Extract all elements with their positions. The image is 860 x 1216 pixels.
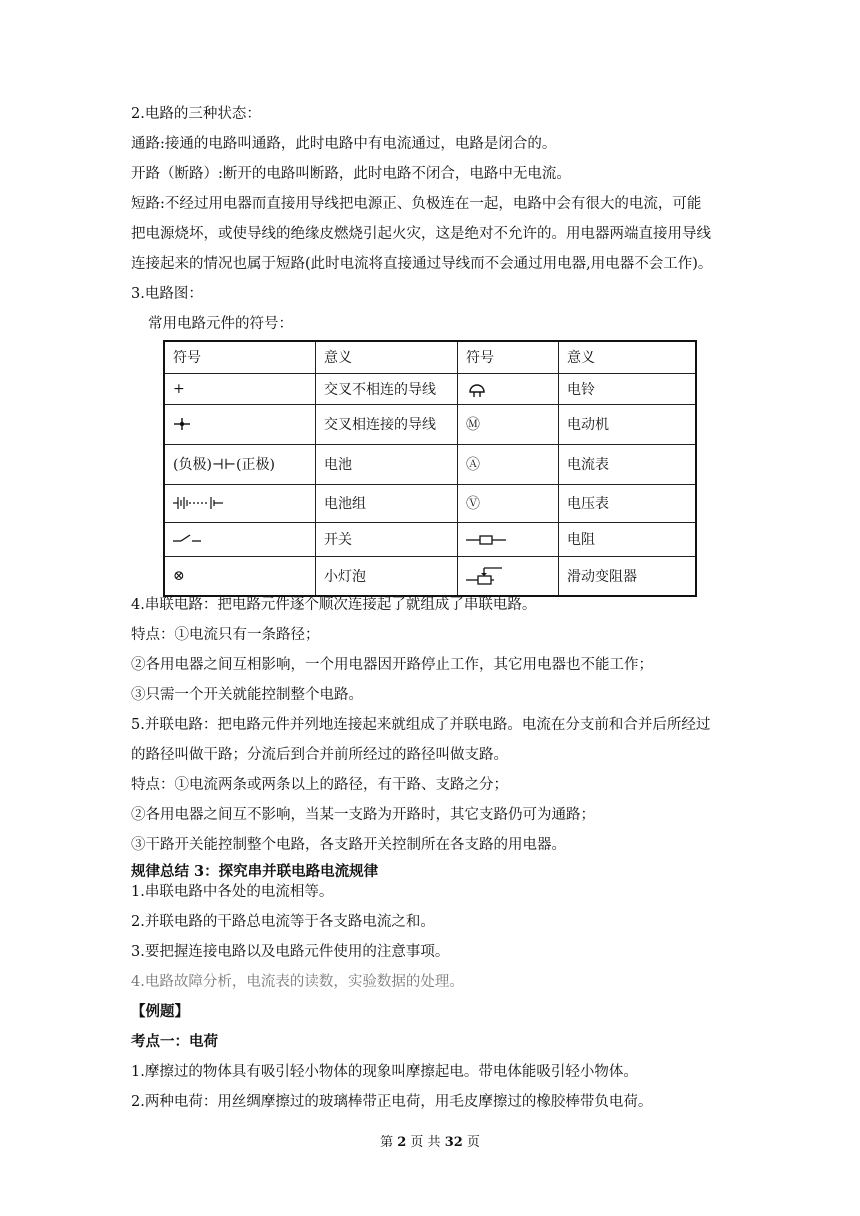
- meaning-bulb: 小灯泡: [316, 556, 458, 596]
- meaning-switch: 开关: [316, 522, 458, 556]
- heading-examples: 【例题】: [131, 1003, 189, 1020]
- footer-middle: 页 共: [410, 1135, 441, 1150]
- text-short-circuit-cont2: 连接起来的情况也属于短路(此时电流将直接通过导线而不会通过用电器,用电器不会工作)。: [131, 256, 713, 272]
- text-symbols-intro: 常用电路元件的符号：: [148, 316, 293, 332]
- table-row: [164, 522, 696, 556]
- table-row: [164, 484, 696, 522]
- symbol-rheostat: [458, 556, 559, 596]
- symbol-battery: (负极)⊣⊢(正极): [164, 444, 316, 484]
- text-summary-2: 2.并联电路的干路总电流等于各支路电流之和。: [131, 914, 435, 930]
- table-row: [164, 556, 696, 596]
- symbol-bulb: ⊗: [164, 556, 316, 596]
- footer-prefix: 第: [380, 1135, 394, 1150]
- meaning-wires-crossing: 交叉不相连的导线: [316, 373, 458, 404]
- symbol-bell: [458, 373, 559, 404]
- symbol-wires-joined: [164, 404, 316, 444]
- text-series-feature-1: 特点：①电流只有一条路径；: [131, 627, 320, 643]
- header-meaning-1: 意义: [316, 341, 458, 373]
- heading-topic-charge: 考点一：电荷: [131, 1033, 218, 1050]
- joined-wires-icon: [173, 415, 191, 433]
- page-footer: [0, 1131, 860, 1150]
- bell-icon: [466, 380, 488, 398]
- text-short-circuit-cont: 把电源烧坏，或使导线的绝缘皮燃烧引起火灾，这是绝对不允许的。用电器两端直接用导线: [131, 226, 711, 242]
- symbol-ammeter: Ⓐ: [458, 444, 559, 484]
- text-summary-1: 1.串联电路中各处的电流相等。: [131, 884, 334, 900]
- heading-summary-3: 规律总结 3：探究串并联电路电流规律: [131, 863, 379, 880]
- meaning-bell: 电铃: [559, 373, 697, 404]
- symbol-voltmeter: Ⓥ: [458, 484, 559, 522]
- meaning-battery: 电池: [316, 444, 458, 484]
- meaning-motor: 电动机: [559, 404, 697, 444]
- text-summary-3: 3.要把握连接电路以及电路元件使用的注意事项。: [131, 944, 450, 960]
- meaning-battery-pack: 电池组: [316, 484, 458, 522]
- symbol-wires-crossing: +: [164, 373, 316, 404]
- header-meaning-2: 意义: [559, 341, 697, 373]
- table-row: [164, 373, 696, 404]
- header-symbol-2: 符号: [458, 341, 559, 373]
- text-summary-4: 4.电路故障分析，电流表的读数，实验数据的处理。: [131, 974, 464, 990]
- rheostat-icon: [466, 565, 506, 587]
- meaning-rheostat: 滑动变阻器: [559, 556, 697, 596]
- footer-total-pages: 32: [444, 1135, 463, 1150]
- table-row: [164, 404, 696, 444]
- table-header-row: [164, 341, 696, 373]
- header-symbol-1: 符号: [164, 341, 316, 373]
- meaning-resistor: 电阻: [559, 522, 697, 556]
- symbol-switch: [164, 522, 316, 556]
- heading-circuit-diagram: 3.电路图：: [131, 286, 203, 302]
- text-two-charges: 2.两种电荷：用丝绸摩擦过的玻璃棒带正电荷，用毛皮摩擦过的橡胶棒带负电荷。: [131, 1094, 653, 1110]
- meaning-ammeter: 电流表: [559, 444, 697, 484]
- heading-parallel-circuit: 5.并联电路：把电路元件并列地连接起来就组成了并联电路。电流在分支前和合并后所经过: [131, 717, 711, 733]
- symbols-table: [163, 340, 697, 597]
- meaning-voltmeter: 电压表: [559, 484, 697, 522]
- table-row: [164, 444, 696, 484]
- heading-three-states: 2.电路的三种状态：: [131, 106, 261, 122]
- text-closed-circuit: 通路:接通的电路叫通路，此时电路中有电流通过，电路是闭合的。: [131, 136, 557, 152]
- text-series-feature-3: ③只需一个开关就能控制整个电路。: [131, 687, 363, 703]
- text-open-circuit: 开路（断路）:断开的电路叫断路，此时电路不闭合，电路中无电流。: [131, 166, 571, 182]
- text-series-feature-2: ②各用电器之间互相影响，一个用电器因开路停止工作，其它用电器也不能工作；: [131, 657, 653, 673]
- switch-icon: [173, 532, 201, 546]
- symbol-motor: Ⓜ: [458, 404, 559, 444]
- text-parallel-feature-2: ②各用电器之间互不影响，当某一支路为开路时，其它支路仍可为通路；: [131, 807, 595, 823]
- symbol-battery-pack: [164, 484, 316, 522]
- text-parallel-feature-3: ③干路开关能控制整个电路，各支路开关控制所在各支路的用电器。: [131, 837, 566, 853]
- meaning-wires-joined: 交叉相连接的导线: [316, 404, 458, 444]
- footer-page-number: 2: [397, 1135, 407, 1150]
- resistor-icon: [466, 532, 506, 546]
- text-short-circuit: 短路:不经过用电器而直接用导线把电源正、负极连在一起，电路中会有很大的电流，可能: [131, 196, 702, 212]
- symbol-resistor: [458, 522, 559, 556]
- text-parallel-feature-1: 特点：①电流两条或两条以上的路径，有干路、支路之分；: [131, 777, 508, 793]
- battery-pack-icon: [173, 495, 223, 511]
- heading-series-circuit: 4.串联电路：把电路元件逐个顺次连接起了就组成了串联电路。: [131, 597, 537, 613]
- text-friction-charge: 1.摩擦过的物体具有吸引轻小物体的现象叫摩擦起电。带电体能吸引轻小物体。: [131, 1064, 638, 1080]
- footer-suffix: 页: [466, 1135, 480, 1150]
- text-parallel-cont: 的路径叫做干路；分流后到合并前所经过的路径叫做支路。: [131, 747, 508, 763]
